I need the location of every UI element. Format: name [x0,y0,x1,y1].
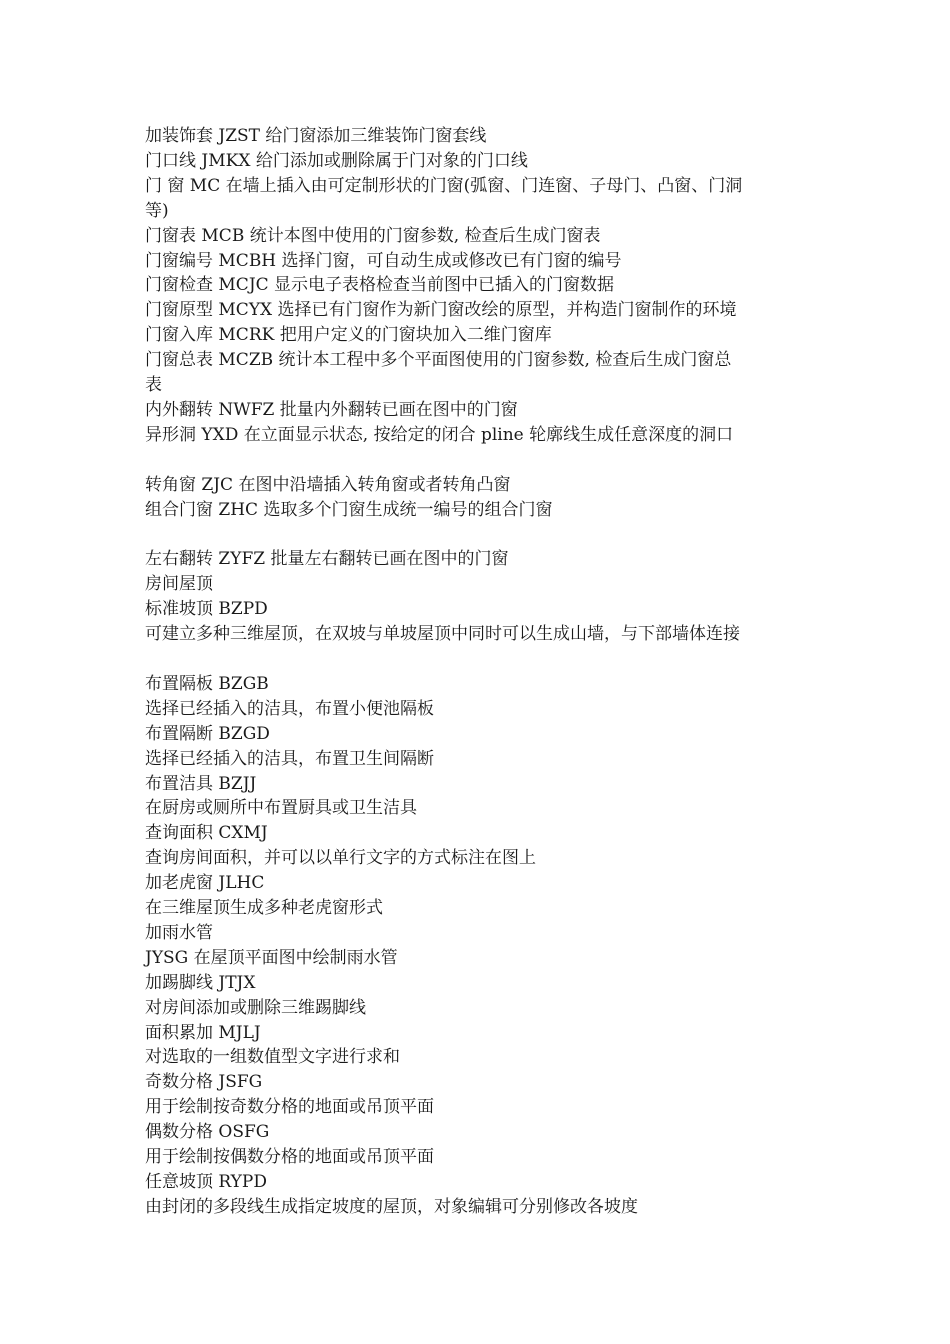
text-line: 加装饰套 JZST 给门窗添加三维装饰门窗套线 [145,126,487,146]
text-line: 在厨房或厕所中布置厨具或卫生洁具 [145,798,417,819]
text-line: 门窗检查 MCJC 显示电子表格检查当前图中已插入的门窗数据 [145,275,615,296]
text-line: 门口线 JMKX 给门添加或删除属于门对象的门口线 [145,150,528,171]
text-line: 左右翻转 ZYFZ 批量左右翻转已画在图中的门窗 [145,549,509,570]
text-line: 用于绘制按奇数分格的地面或吊顶平面 [145,1097,434,1118]
text-line: 门窗原型 MCYX 选择已有门窗作为新门窗改绘的原型，并构造门窗制作的环境 [145,300,737,321]
text-line: 组合门窗 ZHC 选取多个门窗生成统一编号的组合门窗 [145,499,553,520]
text-line: 门窗表 MCB 统计本图中使用的门窗参数, 检查后生成门窗表 [145,225,601,246]
text-line: 查询房间面积，并可以以单行文字的方式标注在图上 [145,848,536,869]
section-heading: 房间屋顶 [145,574,213,595]
text-line: 布置隔板 BZGB [145,673,269,694]
text-line: 奇数分格 JSFG [145,1072,263,1093]
text-line: 转角窗 ZJC 在图中沿墙插入转角窗或者转角凸窗 [145,474,511,495]
text-line: 加雨水管 [145,922,213,943]
text-line: 选择已经插入的洁具，布置卫生间隔断 [145,748,434,769]
text-line: 表 [145,375,162,396]
text-line: 等) [145,200,169,221]
text-line: 加踢脚线 JTJX [145,972,256,993]
text-line: 内外翻转 NWFZ 批量内外翻转已画在图中的门窗 [145,399,518,420]
text-line: 可建立多种三维屋顶，在双坡与单坡屋顶中同时可以生成山墙，与下部墙体连接 [145,624,740,645]
text-line: 门窗入库 MCRK 把用户定义的门窗块加入二维门窗库 [145,325,552,346]
text-line: 查询面积 CXMJ [145,823,268,844]
text-line: 由封闭的多段线生成指定坡度的屋顶，对象编辑可分别修改各坡度 [145,1196,638,1217]
text-line: 布置洁具 BZJJ [145,773,257,794]
text-line: 任意坡顶 RYPD [145,1172,267,1193]
text-line: 布置隔断 BZGD [145,723,270,744]
text-line: 门窗总表 MCZB 统计本工程中多个平面图使用的门窗参数, 检查后生成门窗总 [145,350,732,371]
blank-line [145,522,825,547]
text-line: 对房间添加或删除三维踢脚线 [145,997,366,1018]
text-line: 门窗编号 MCBH 选择门窗，可自动生成或修改已有门窗的编号 [145,250,622,271]
text-line: 加老虎窗 JLHC [145,873,265,894]
text-line: 偶数分格 OSFG [145,1122,270,1143]
text-line: 选择已经插入的洁具，布置小便池隔板 [145,698,434,719]
blank-line [145,448,825,473]
document-body [145,124,825,1220]
text-line: 在三维屋顶生成多种老虎窗形式 [145,898,383,919]
blank-line [145,647,825,672]
text-line: 门 窗 MC 在墙上插入由可定制形状的门窗(弧窗、门连窗、子母门、凸窗、门洞 [145,175,743,196]
text-line: JYSG 在屋顶平面图中绘制雨水管 [145,947,398,968]
text-line: 标准坡顶 BZPD [145,599,268,620]
text-line: 异形洞 YXD 在立面显示状态, 按给定的闭合 pline 轮廓线生成任意深度的洞口 [145,424,734,445]
text-line: 面积累加 MJLJ [145,1022,261,1043]
text-line: 用于绘制按偶数分格的地面或吊顶平面 [145,1147,434,1168]
text-line: 对选取的一组数值型文字进行求和 [145,1047,400,1068]
